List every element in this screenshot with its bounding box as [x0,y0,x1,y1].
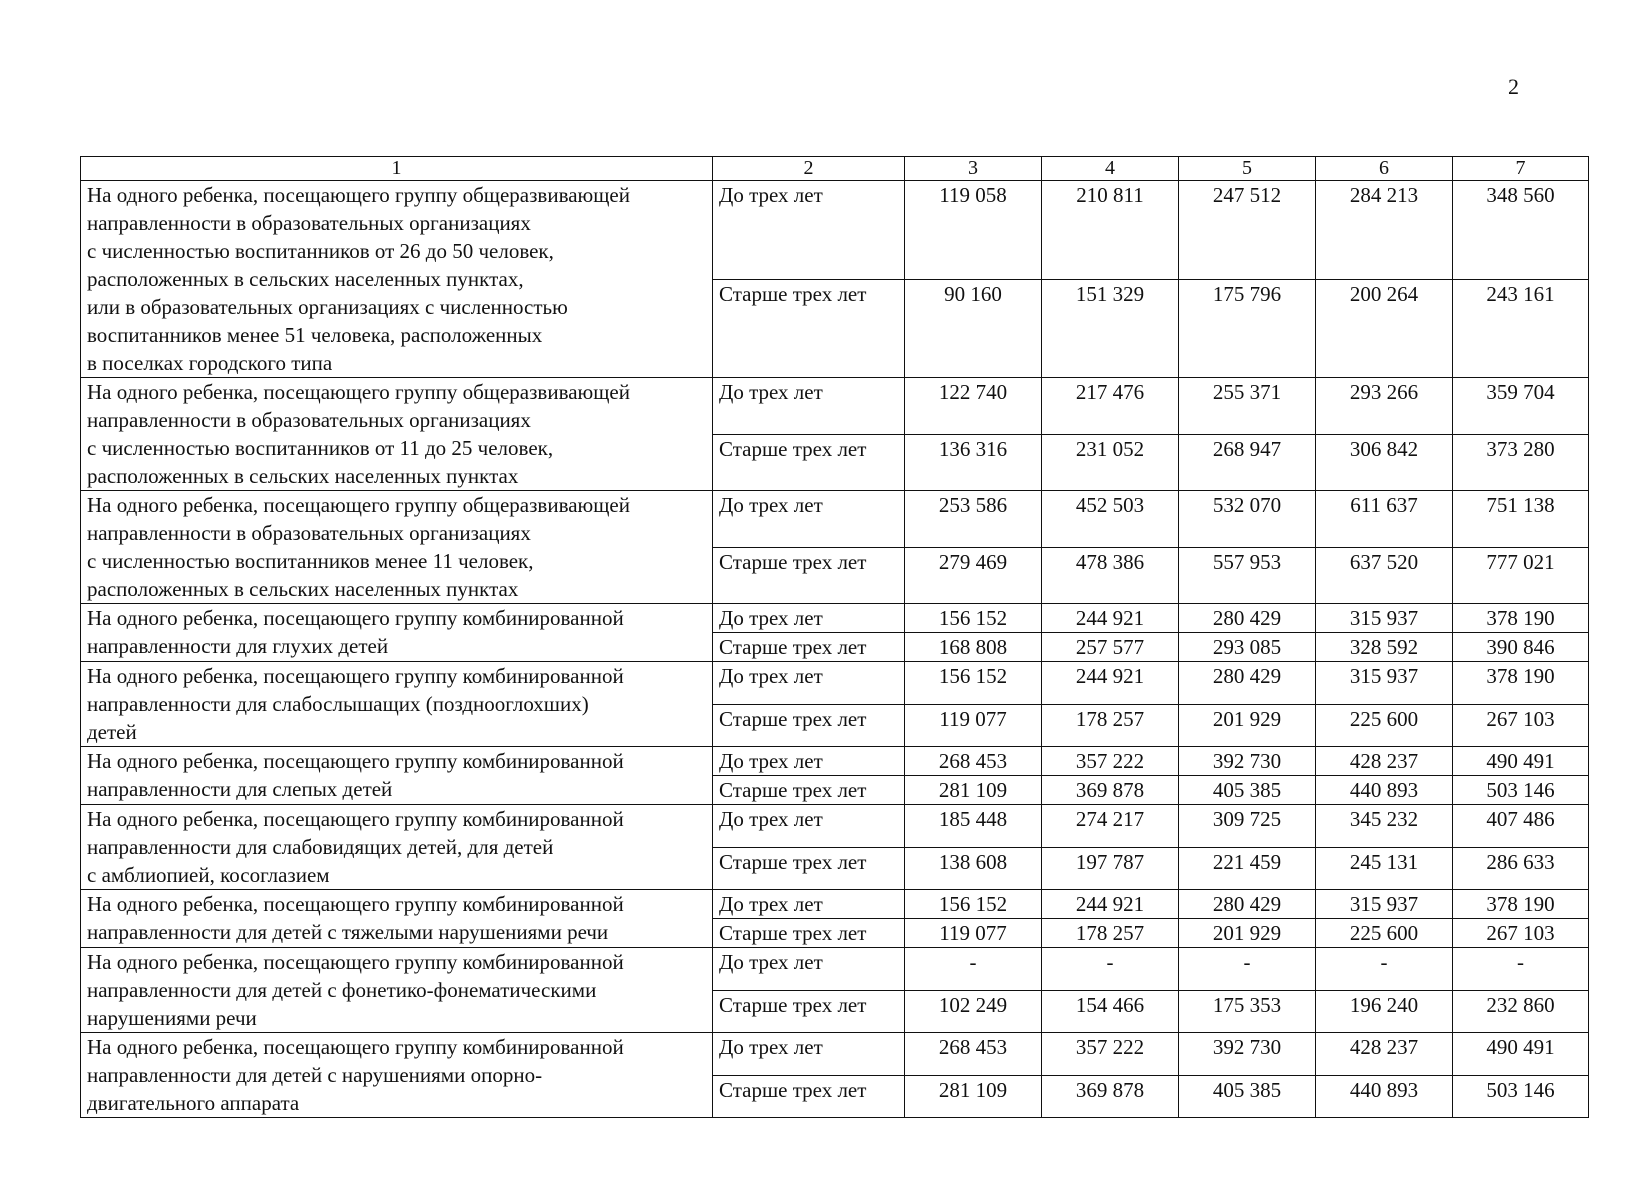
age-category: Старше трех лет [713,1075,905,1118]
value-cell: 392 730 [1179,747,1316,776]
value-cell: 178 257 [1042,919,1179,948]
column-header: 6 [1316,157,1453,181]
value-cell: 280 429 [1179,662,1316,705]
value-cell: 247 512 [1179,181,1316,280]
value-cell: 751 138 [1453,491,1589,548]
group-description: На одного ребенка, посещающего группу комбинированной направленности для детей с нарушениями опорно- двигательного аппарата [81,1033,713,1118]
value-cell: 315 937 [1316,662,1453,705]
value-cell: 378 190 [1453,604,1589,633]
age-category: До трех лет [713,604,905,633]
value-cell: 280 429 [1179,890,1316,919]
value-cell: 244 921 [1042,890,1179,919]
value-cell: 245 131 [1316,847,1453,890]
value-cell: 503 146 [1453,1075,1589,1118]
value-cell: 231 052 [1042,434,1179,491]
value-cell: 611 637 [1316,491,1453,548]
value-cell: 243 161 [1453,279,1589,378]
value-cell: - [905,948,1042,991]
value-cell: 557 953 [1179,547,1316,604]
group-description: На одного ребенка, посещающего группу общеразвивающей направленности в образовательных организациях с численностью воспитанников от 26 до 50 человек, расположенных в сельских населенных пунктах, или в образовательных организациях с численностью воспитанников менее 51 человека, расположенных в поселках городского типа [81,181,713,378]
value-cell: - [1042,948,1179,991]
value-cell: 175 353 [1179,990,1316,1033]
value-cell: 168 808 [905,633,1042,662]
table-row [81,805,1589,848]
value-cell: 293 085 [1179,633,1316,662]
value-cell: 244 921 [1042,604,1179,633]
value-cell: 221 459 [1179,847,1316,890]
age-category: Старше трех лет [713,547,905,604]
value-cell: 348 560 [1453,181,1589,280]
cost-norms-table [80,156,1589,1118]
value-cell: 503 146 [1453,776,1589,805]
value-cell: 178 257 [1042,704,1179,747]
value-cell: 119 058 [905,181,1042,280]
group-description: На одного ребенка, посещающего группу общеразвивающей направленности в образовательных организациях с численностью воспитанников менее 11 человек, расположенных в сельских населенных пунктах [81,491,713,604]
value-cell: 405 385 [1179,776,1316,805]
column-header: 1 [81,157,713,181]
value-cell: 428 237 [1316,747,1453,776]
value-cell: 136 316 [905,434,1042,491]
value-cell: 315 937 [1316,890,1453,919]
value-cell: 90 160 [905,279,1042,378]
group-description: На одного ребенка, посещающего группу комбинированной направленности для слабослышащих (позднооглохших) детей [81,662,713,747]
value-cell: 315 937 [1316,604,1453,633]
value-cell: 373 280 [1453,434,1589,491]
group-description: На одного ребенка, посещающего группу комбинированной направленности для глухих детей [81,604,713,662]
group-description: На одного ребенка, посещающего группу комбинированной направленности для детей с тяжелыми нарушениями речи [81,890,713,948]
value-cell: 357 222 [1042,747,1179,776]
value-cell: 345 232 [1316,805,1453,848]
value-cell: 122 740 [905,378,1042,435]
value-cell: 405 385 [1179,1075,1316,1118]
column-header: 4 [1042,157,1179,181]
value-cell: 284 213 [1316,181,1453,280]
value-cell: 201 929 [1179,704,1316,747]
value-cell: 390 846 [1453,633,1589,662]
value-cell: 151 329 [1042,279,1179,378]
age-category: Старше трех лет [713,279,905,378]
age-category: Старше трех лет [713,633,905,662]
value-cell: 154 466 [1042,990,1179,1033]
table-row [81,747,1589,776]
value-cell: 478 386 [1042,547,1179,604]
value-cell: 232 860 [1453,990,1589,1033]
value-cell: 175 796 [1179,279,1316,378]
age-category: До трех лет [713,378,905,435]
value-cell: 274 217 [1042,805,1179,848]
age-category: До трех лет [713,805,905,848]
group-description: На одного ребенка, посещающего группу комбинированной направленности для слепых детей [81,747,713,805]
table-row [81,890,1589,919]
column-header: 7 [1453,157,1589,181]
value-cell: - [1453,948,1589,991]
age-category: До трех лет [713,1033,905,1076]
value-cell: 156 152 [905,890,1042,919]
column-header: 3 [905,157,1042,181]
age-category: До трех лет [713,948,905,991]
table-row [81,948,1589,991]
group-description: На одного ребенка, посещающего группу общеразвивающей направленности в образовательных организациях с численностью воспитанников от 11 до 25 человек, расположенных в сельских населенных пунктах [81,378,713,491]
value-cell: 268 453 [905,747,1042,776]
value-cell: 201 929 [1179,919,1316,948]
table-row [81,378,1589,435]
value-cell: 197 787 [1042,847,1179,890]
group-description: На одного ребенка, посещающего группу комбинированной направленности для детей с фонетико-фонематическими нарушениями речи [81,948,713,1033]
age-category: Старше трех лет [713,847,905,890]
value-cell: 532 070 [1179,491,1316,548]
value-cell: 281 109 [905,776,1042,805]
value-cell: - [1316,948,1453,991]
value-cell: 369 878 [1042,1075,1179,1118]
age-category: Старше трех лет [713,434,905,491]
table-body [81,157,1589,1118]
age-category: До трех лет [713,181,905,280]
column-header: 5 [1179,157,1316,181]
value-cell: 440 893 [1316,1075,1453,1118]
value-cell: 225 600 [1316,704,1453,747]
value-cell: 428 237 [1316,1033,1453,1076]
value-cell: 156 152 [905,662,1042,705]
value-cell: 490 491 [1453,747,1589,776]
age-category: До трех лет [713,890,905,919]
age-category: До трех лет [713,491,905,548]
value-cell: 102 249 [905,990,1042,1033]
value-cell: 253 586 [905,491,1042,548]
age-category: Старше трех лет [713,990,905,1033]
age-category: До трех лет [713,662,905,705]
age-category: Старше трех лет [713,704,905,747]
value-cell: 309 725 [1179,805,1316,848]
value-cell: 286 633 [1453,847,1589,890]
value-cell: 138 608 [905,847,1042,890]
value-cell: 279 469 [905,547,1042,604]
value-cell: 200 264 [1316,279,1453,378]
table-row [81,491,1589,548]
table-row [81,1033,1589,1076]
group-description: На одного ребенка, посещающего группу комбинированной направленности для слабовидящих детей, для детей с амблиопией, косоглазием [81,805,713,890]
value-cell: 407 486 [1453,805,1589,848]
age-category: Старше трех лет [713,776,905,805]
value-cell: 357 222 [1042,1033,1179,1076]
value-cell: 281 109 [905,1075,1042,1118]
table-row [81,662,1589,705]
age-category: Старше трех лет [713,919,905,948]
table-row [81,181,1589,280]
value-cell: 268 947 [1179,434,1316,491]
value-cell: 306 842 [1316,434,1453,491]
age-category: До трех лет [713,747,905,776]
value-cell: 225 600 [1316,919,1453,948]
value-cell: 452 503 [1042,491,1179,548]
value-cell: 196 240 [1316,990,1453,1033]
column-header: 2 [713,157,905,181]
value-cell: 268 453 [905,1033,1042,1076]
value-cell: 378 190 [1453,890,1589,919]
page-number: 2 [1508,74,1519,99]
value-cell: 293 266 [1316,378,1453,435]
value-cell: 490 491 [1453,1033,1589,1076]
value-cell: 210 811 [1042,181,1179,280]
value-cell: 119 077 [905,919,1042,948]
value-cell: 267 103 [1453,704,1589,747]
value-cell: 378 190 [1453,662,1589,705]
value-cell: 156 152 [905,604,1042,633]
value-cell: 244 921 [1042,662,1179,705]
value-cell: 185 448 [905,805,1042,848]
value-cell: 777 021 [1453,547,1589,604]
value-cell: 359 704 [1453,378,1589,435]
value-cell: 267 103 [1453,919,1589,948]
value-cell: - [1179,948,1316,991]
value-cell: 637 520 [1316,547,1453,604]
value-cell: 369 878 [1042,776,1179,805]
value-cell: 392 730 [1179,1033,1316,1076]
value-cell: 440 893 [1316,776,1453,805]
value-cell: 257 577 [1042,633,1179,662]
value-cell: 119 077 [905,704,1042,747]
value-cell: 217 476 [1042,378,1179,435]
value-cell: 280 429 [1179,604,1316,633]
table-row [81,604,1589,633]
value-cell: 328 592 [1316,633,1453,662]
value-cell: 255 371 [1179,378,1316,435]
column-number-row [81,157,1589,181]
